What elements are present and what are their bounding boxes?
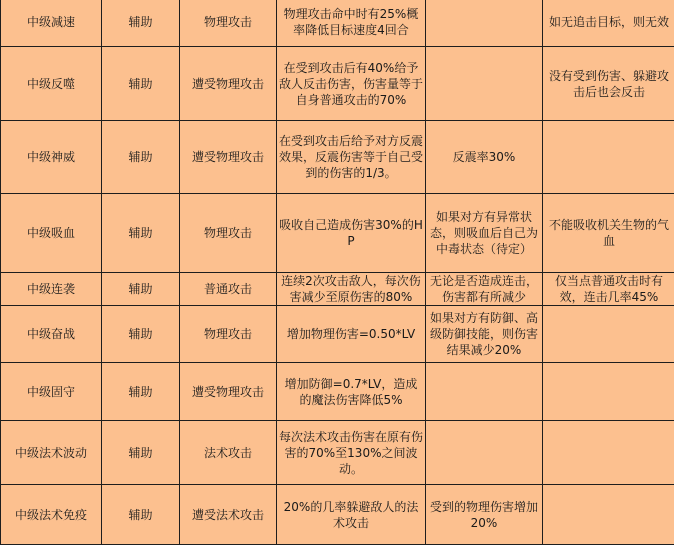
- skill-type-cell: 辅助: [102, 47, 180, 121]
- skill-trigger-cell: 物理攻击: [180, 0, 277, 47]
- skill-extra-cell: 受到的物理伤害增加20%: [426, 485, 543, 545]
- skill-type-cell: 辅助: [102, 306, 180, 363]
- skill-note-cell: [543, 421, 674, 485]
- skill-extra-cell: 无论是否造成连击，伤害都有所减少: [426, 273, 543, 306]
- skill-effect-cell: 吸收自己造成伤害30%的HP: [277, 194, 426, 273]
- skill-type-cell: 辅助: [102, 273, 180, 306]
- skill-extra-cell: 反震率30%: [426, 121, 543, 194]
- skill-trigger-cell: 法术攻击: [180, 421, 277, 485]
- skill-name-cell: 中级奋战: [1, 306, 102, 363]
- skill-name-cell: 中级神威: [1, 121, 102, 194]
- table-row: [1, 306, 674, 363]
- skill-trigger-cell: 物理攻击: [180, 306, 277, 363]
- skill-note-cell: [543, 306, 674, 363]
- skill-name-cell: 中级连袭: [1, 273, 102, 306]
- skill-extra-cell: [426, 47, 543, 121]
- skill-name-cell: 中级减速: [1, 0, 102, 47]
- skill-type-cell: 辅助: [102, 121, 180, 194]
- skill-type-cell: 辅助: [102, 0, 180, 47]
- skill-type-cell: 辅助: [102, 421, 180, 485]
- table-row: [1, 363, 674, 421]
- table-row: [1, 421, 674, 485]
- skill-name-cell: 中级法术波动: [1, 421, 102, 485]
- skill-extra-cell: [426, 0, 543, 47]
- skill-effect-cell: 物理攻击命中时有25%概率降低目标速度4回合: [277, 0, 426, 47]
- skill-extra-cell: 如果对方有防御、高级防御技能，则伤害结果减少20%: [426, 306, 543, 363]
- skill-trigger-cell: 遭受法术攻击: [180, 485, 277, 545]
- table-row: [1, 0, 674, 47]
- skill-note-cell: 不能吸收机关生物的气血: [543, 194, 674, 273]
- skill-note-cell: [543, 485, 674, 545]
- skill-effect-cell: 20%的几率躲避敌人的法术攻击: [277, 485, 426, 545]
- table-row: [1, 47, 674, 121]
- skill-trigger-cell: 遭受物理攻击: [180, 363, 277, 421]
- skill-note-cell: 仅当点普通攻击时有效，连击几率45%: [543, 273, 674, 306]
- skill-trigger-cell: 物理攻击: [180, 194, 277, 273]
- skill-note-cell: 如无追击目标，则无效: [543, 0, 674, 47]
- skill-trigger-cell: 遭受物理攻击: [180, 47, 277, 121]
- skill-effect-cell: 连续2次攻击敌人，每次伤害减少至原伤害的80%: [277, 273, 426, 306]
- skill-type-cell: 辅助: [102, 363, 180, 421]
- table-row: [1, 121, 674, 194]
- table-row: [1, 194, 674, 273]
- skill-trigger-cell: 普通攻击: [180, 273, 277, 306]
- skill-effect-cell: 每次法术攻击伤害在原有伤害的70%至130%之间波动。: [277, 421, 426, 485]
- skill-note-cell: 没有受到伤害、躲避攻击后也会反击: [543, 47, 674, 121]
- skill-effect-cell: 增加物理伤害=0.50*LV: [277, 306, 426, 363]
- table-row: [1, 273, 674, 306]
- skill-name-cell: 中级固守: [1, 363, 102, 421]
- skill-effect-cell: 在受到攻击后有40%给予敌人反击伤害，伤害量等于自身普通攻击的70%: [277, 47, 426, 121]
- skill-name-cell: 中级反噬: [1, 47, 102, 121]
- skill-name-cell: 中级法术免疫: [1, 485, 102, 545]
- skill-effect-cell: 增加防御=0.7*LV，造成的魔法伤害降低5%: [277, 363, 426, 421]
- skill-note-cell: [543, 363, 674, 421]
- table-row: [1, 485, 674, 545]
- skill-extra-cell: [426, 421, 543, 485]
- skill-extra-cell: 如果对方有异常状态，则吸血后自己为中毒状态（待定）: [426, 194, 543, 273]
- skill-effect-cell: 在受到攻击后给予对方反震效果，反震伤害等于自己受到的伤害的1/3。: [277, 121, 426, 194]
- skill-type-cell: 辅助: [102, 194, 180, 273]
- skill-name-cell: 中级吸血: [1, 194, 102, 273]
- skill-extra-cell: [426, 363, 543, 421]
- skill-note-cell: [543, 121, 674, 194]
- skill-type-cell: 辅助: [102, 485, 180, 545]
- skill-trigger-cell: 遭受物理攻击: [180, 121, 277, 194]
